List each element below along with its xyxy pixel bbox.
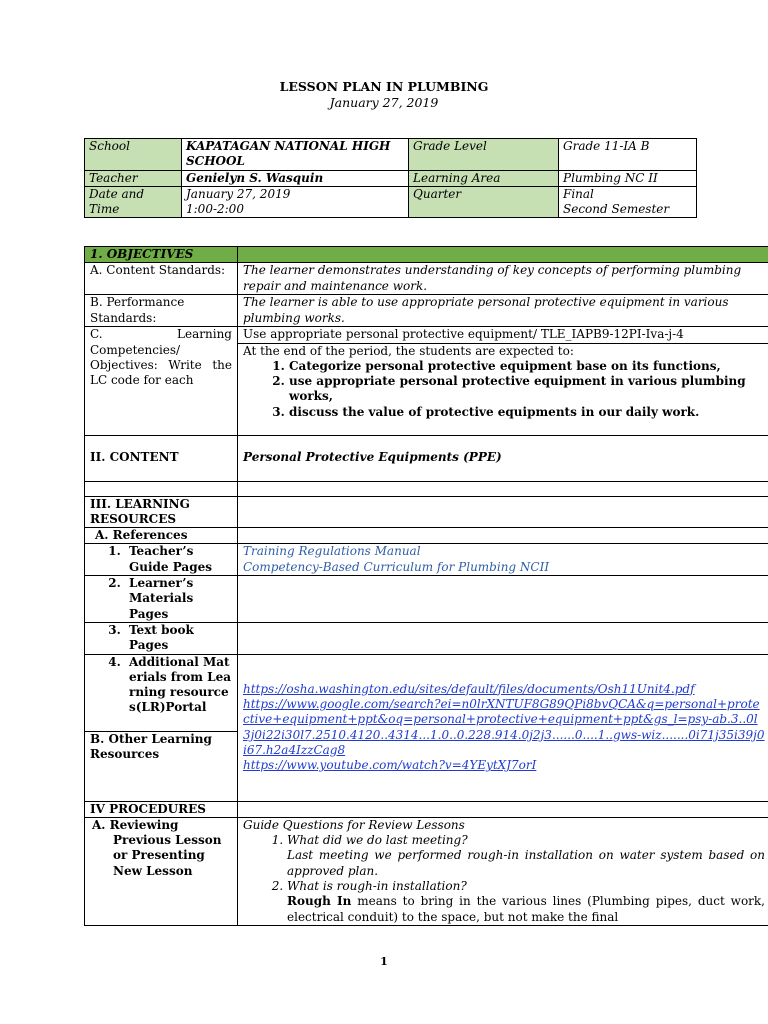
procedures-value (238, 801, 768, 817)
tg-value: Training Regulations Manual (243, 544, 421, 559)
other-resources-label: B. Other Learning Resources (85, 731, 238, 801)
quarter-label: Quarter (409, 186, 559, 218)
school-label: School (85, 139, 182, 171)
ref-item: 3. Text book Pages (125, 623, 232, 654)
rough-in-definition: means to bring in the various lines (Plumbing pipes, duct work, electrical conduit) to the space, but not make the final (287, 894, 765, 924)
answer-text: Last meeting we performed rough-in installation on water system based on approved plan. (287, 848, 765, 878)
teachers-guide-label (85, 544, 238, 576)
grade-value: Grade 11-IA B (559, 139, 697, 171)
guide-questions: Guide Questions for Review Lessons (243, 817, 465, 832)
content-label: II. CONTENT (85, 435, 238, 481)
date-value: January 27, 2019 (186, 186, 291, 201)
objectives-heading: 1. OBJECTIVES (85, 247, 238, 263)
page-number: 1 (380, 955, 388, 968)
links-cell (238, 654, 768, 801)
procedures-label: IV PROCEDURES (85, 801, 238, 817)
objective-item: 3. discuss the value of protective equipments in our daily work. (289, 405, 765, 420)
document-date: January 27, 2019 (329, 95, 439, 110)
teachers-guide-value (238, 544, 768, 576)
teacher-label: Teacher (85, 170, 182, 186)
teacher-value: Genielyn S. Wasquin (182, 170, 409, 186)
datetime-label: Date and Time (85, 186, 182, 218)
learners-materials-label (85, 576, 238, 623)
lesson-table (84, 246, 768, 926)
spacer-cell (238, 481, 768, 496)
school-value: KAPATAGAN NATIONAL HIGH SCHOOL (182, 139, 409, 171)
competencies-label: C. Learning Competencies/ Objectives: Write the LC code for each (85, 327, 238, 435)
content-standards-label: A. Content Standards: (85, 263, 238, 295)
textbook-label (85, 622, 238, 654)
spacer-cell (85, 481, 238, 496)
osha-link[interactable]: https://osha.washington.edu/sites/default/files/documents/Osh11Unit4.pdf (243, 681, 695, 696)
references-label: A. References (85, 528, 238, 544)
objectives-intro: At the end of the period, the students are expected to: (243, 343, 574, 358)
additional-materials-label (85, 654, 238, 731)
textbook-value (238, 622, 768, 654)
datetime-value (182, 186, 409, 218)
review-question (287, 879, 765, 925)
document-title: LESSON PLAN IN PLUMBING (279, 79, 489, 94)
content-standards-value: The learner demonstrates understanding of key concepts of performing plumbing repair and maintenance work. (238, 263, 768, 295)
quarter-value (559, 186, 697, 218)
objectives-heading-fill (238, 247, 768, 263)
area-value: Plumbing NC II (559, 170, 697, 186)
references-value (238, 528, 768, 544)
answer-text (287, 894, 765, 925)
reviewing-label: A. Reviewing Previous Lesson or Presenting New Lesson (85, 817, 238, 925)
semester-text: Second Semester (563, 202, 670, 217)
review-question (287, 833, 765, 879)
question-text: 2. What is rough-in installation? (287, 879, 467, 894)
review-questions (243, 833, 765, 925)
info-table (84, 138, 697, 218)
reviewing-value (238, 817, 768, 925)
performance-standards-label: B. Performance Standards: (85, 295, 238, 327)
objective-item: 2. use appropriate personal protective equipment in various plumbing works, (289, 374, 765, 405)
ref-item: 2. Learner’s Materials Pages (125, 576, 232, 622)
ref-item: 1. Teacher’s Guide Pages (125, 544, 232, 575)
objective-item: 1. Categorize personal protective equipment base on its functions, (289, 359, 765, 374)
question-text: 1. What did we do last meeting? (287, 833, 468, 848)
performance-standards-value: The learner is able to use appropriate personal protective equipment in various plumbing works. (238, 295, 768, 327)
youtube-link[interactable]: https://www.youtube.com/watch?v=4YEytXJ7orI (243, 758, 537, 773)
content-value: Personal Protective Equipments (PPE) (238, 435, 768, 481)
objectives-list-cell (238, 343, 768, 435)
objectives-list (243, 359, 765, 420)
quarter-text: Final (563, 186, 594, 201)
time-value: 1:00-2:00 (186, 202, 244, 217)
learning-resources-label: III. LEARNING RESOURCES (85, 496, 238, 528)
learners-materials-value (238, 576, 768, 623)
rough-in-term: Rough In (287, 894, 352, 909)
competency-code: Use appropriate personal protective equipment/ TLE_IAPB9-12PI-Iva-j-4 (238, 327, 768, 343)
area-label: Learning Area (409, 170, 559, 186)
ref-item: 4. Additional Materials from Learning resources(LR)Portal (125, 655, 232, 716)
google-search-link[interactable]: https://www.google.com/search?ei=n0lrXNTUF8G89QPi8bvQCA&q=personal+protective+equipment+ppt&oq=personal+protective+equipment+ppt&gs_l=psy-ab.3..0l3j0i22i30l7.2510.4120..4314...1.0..0.228.914.0j2j3......0....1..gws-wiz.......0i71j35i39j0i67.h2a4IzzCag8 (243, 696, 765, 757)
learning-resources-value (238, 496, 768, 528)
grade-label: Grade Level (409, 139, 559, 171)
tg-value: Competency-Based Curriculum for Plumbing NCII (243, 559, 550, 574)
